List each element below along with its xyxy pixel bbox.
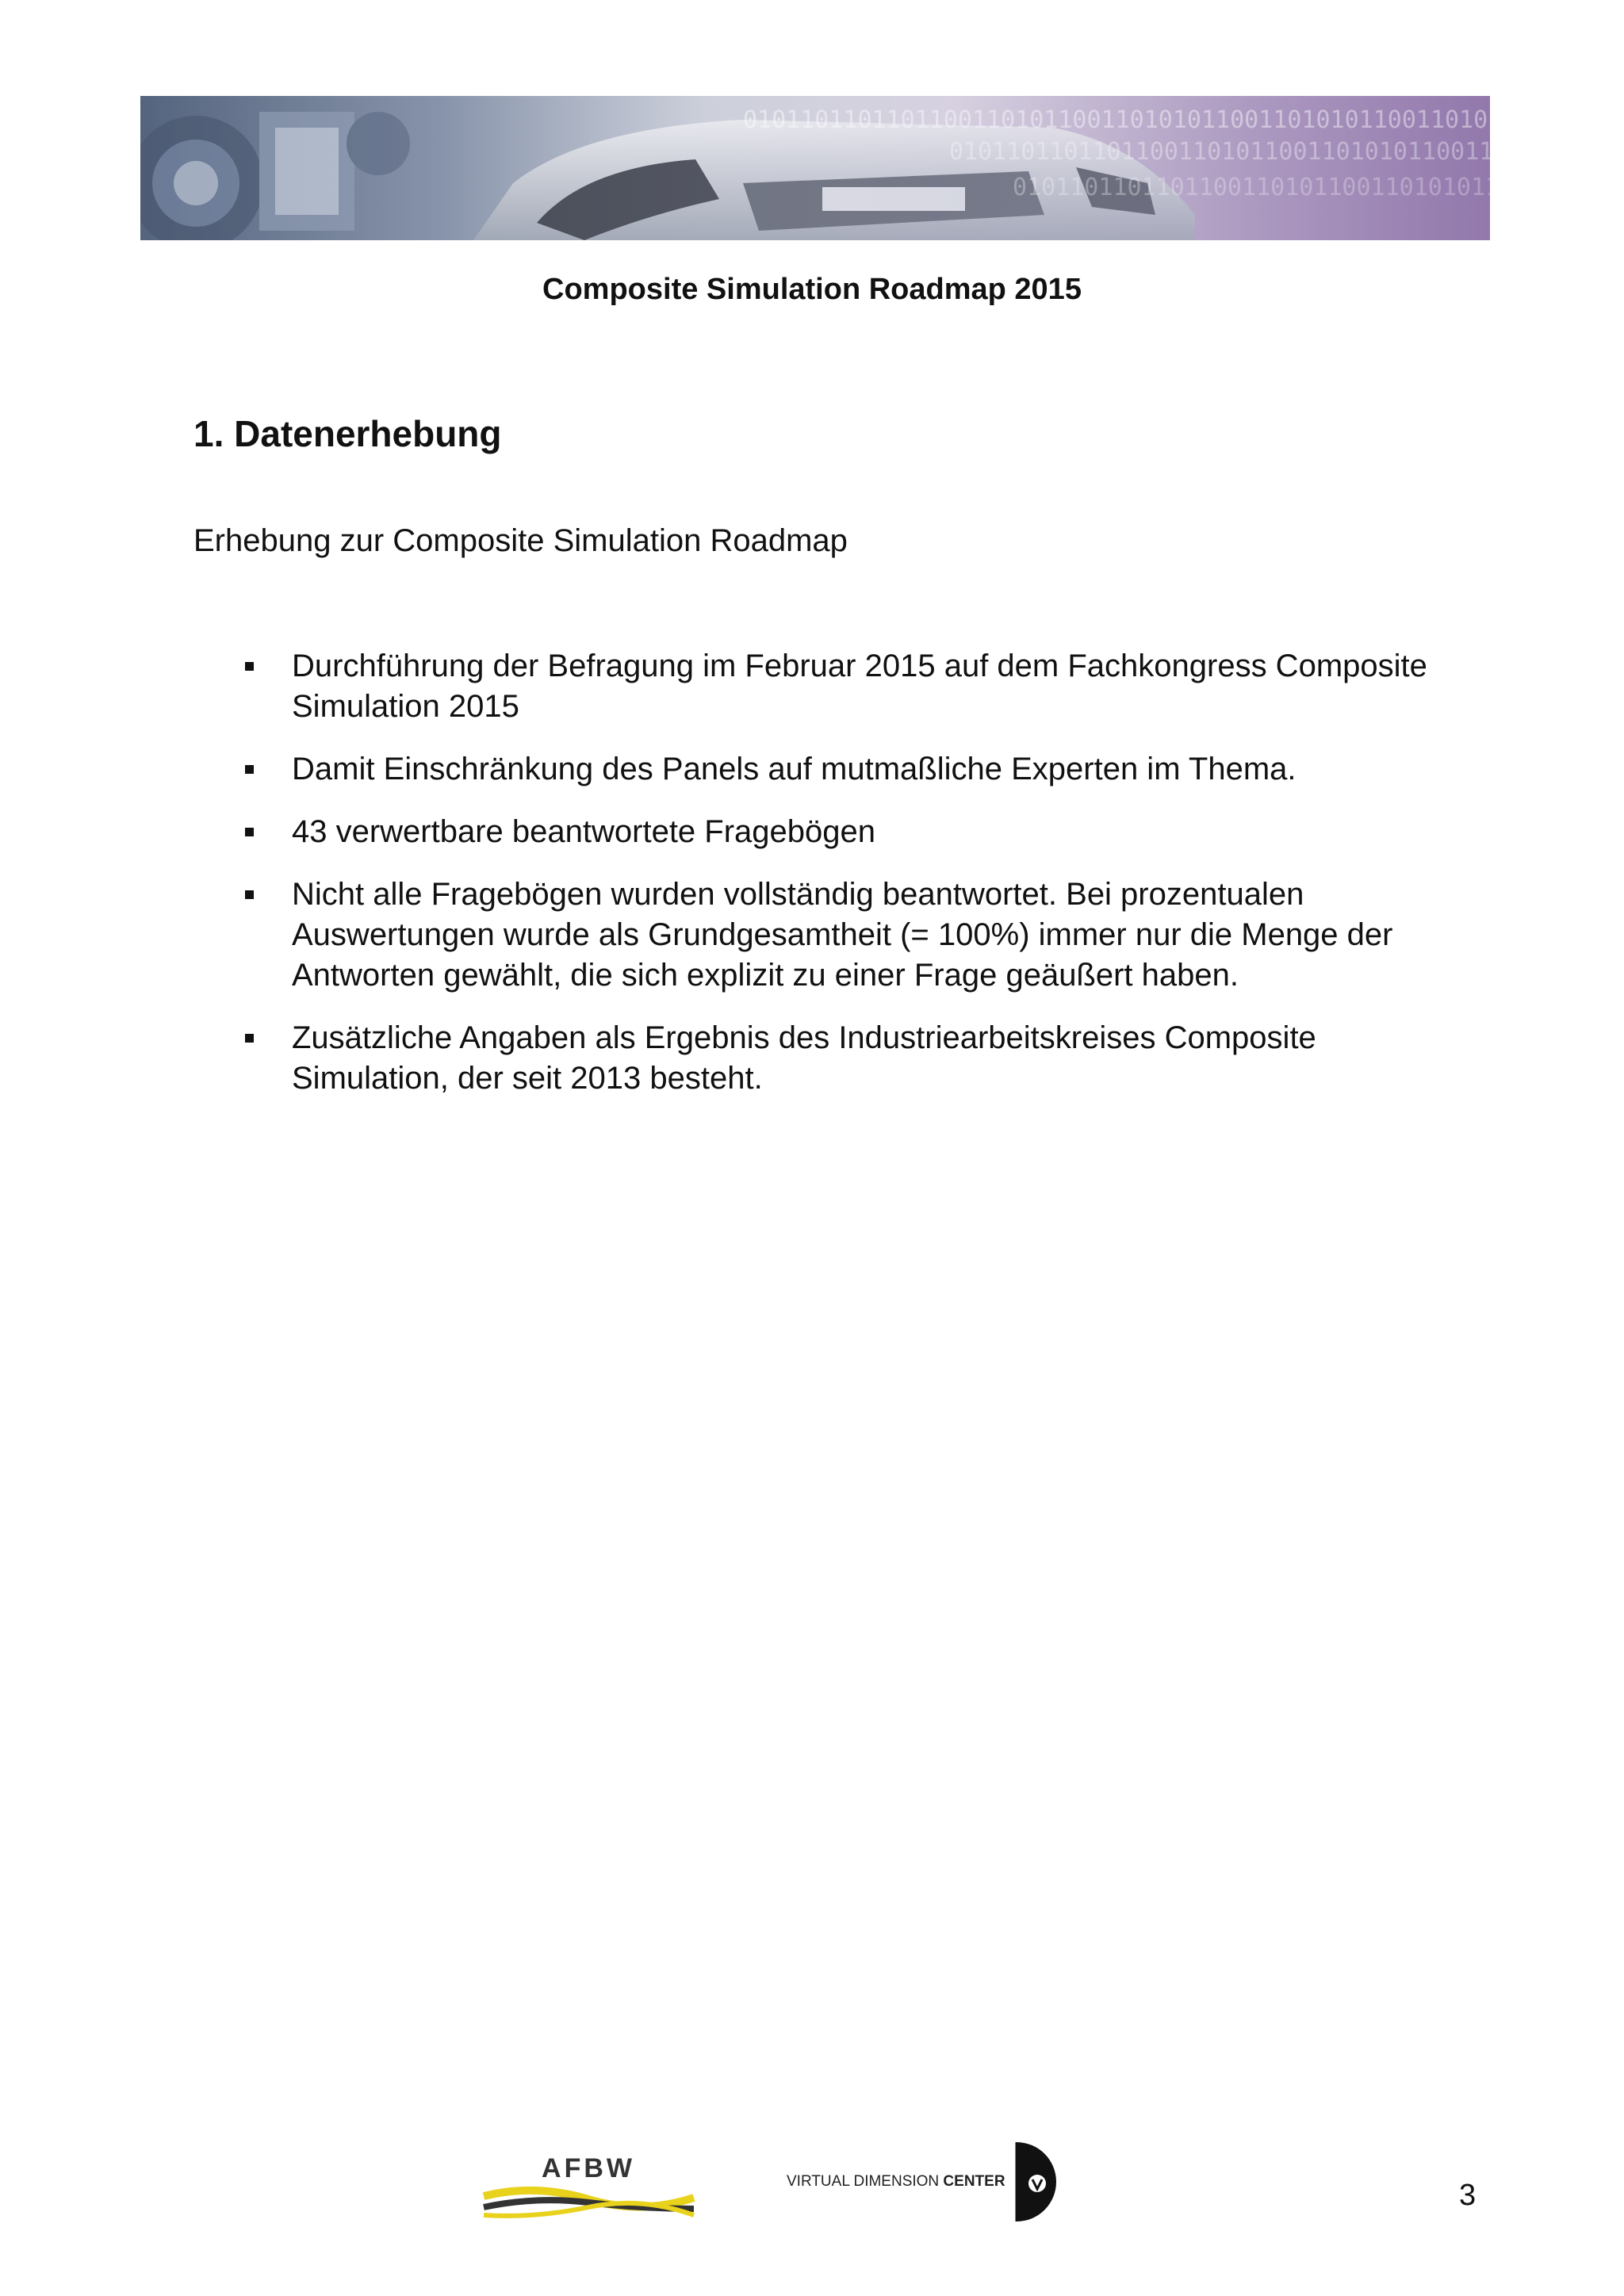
square-bullet-icon <box>245 1034 254 1043</box>
square-bullet-icon <box>245 765 254 774</box>
afbw-logo <box>480 2150 698 2221</box>
page-number: 3 <box>1459 2179 1477 2212</box>
square-bullet-icon <box>245 662 254 671</box>
vdc-logo-graphic <box>785 2141 1071 2223</box>
list-item-text: Durchführung der Befragung im Februar 2015 auf dem Fachkongress Composite Simulation 2015 <box>292 649 1427 724</box>
list-item <box>242 646 1479 727</box>
header-banner-image <box>140 96 1490 240</box>
list-item <box>242 1018 1479 1099</box>
list-item <box>242 749 1479 790</box>
list-item <box>242 874 1479 996</box>
vdc-logo-text-bold: CENTER <box>943 2173 1005 2190</box>
bullet-list <box>242 646 1479 1121</box>
afbw-logo-graphic <box>480 2150 698 2221</box>
svg-text:VIRTUAL DIMENSION CENTER <box>787 2173 1005 2190</box>
afbw-logo-text: AFBW <box>542 2153 635 2183</box>
list-item <box>242 812 1479 852</box>
section-heading: 1. Datenerhebung <box>193 413 502 454</box>
square-bullet-icon <box>245 828 254 836</box>
banner-graphic <box>140 96 1490 240</box>
section-intro: Erhebung zur Composite Simulation Roadmap <box>193 523 848 558</box>
list-item-text: Nicht alle Fragebögen wurden vollständig beantwortet. Bei prozentualen Auswertungen wurde als Grundgesamtheit (= 100%) immer nur die Menge der Antworten gewählt, die sich explizit zu einer Frage geäußert haben. <box>292 877 1393 993</box>
list-item-text: Damit Einschränkung des Panels auf mutmaßliche Experten im Thema. <box>292 752 1297 786</box>
square-bullet-icon <box>245 890 254 899</box>
document-title: Composite Simulation Roadmap 2015 <box>542 273 1082 306</box>
list-item-text: Zusätzliche Angaben als Ergebnis des Industriearbeitskreises Composite Simulation, der seit 2013 besteht. <box>292 1020 1316 1096</box>
list-item-text: 43 verwertbare beantwortete Fragebögen <box>292 814 876 849</box>
virtual-dimension-center-logo <box>785 2141 1071 2223</box>
vdc-logo-text: VIRTUAL DIMENSION <box>787 2173 944 2190</box>
